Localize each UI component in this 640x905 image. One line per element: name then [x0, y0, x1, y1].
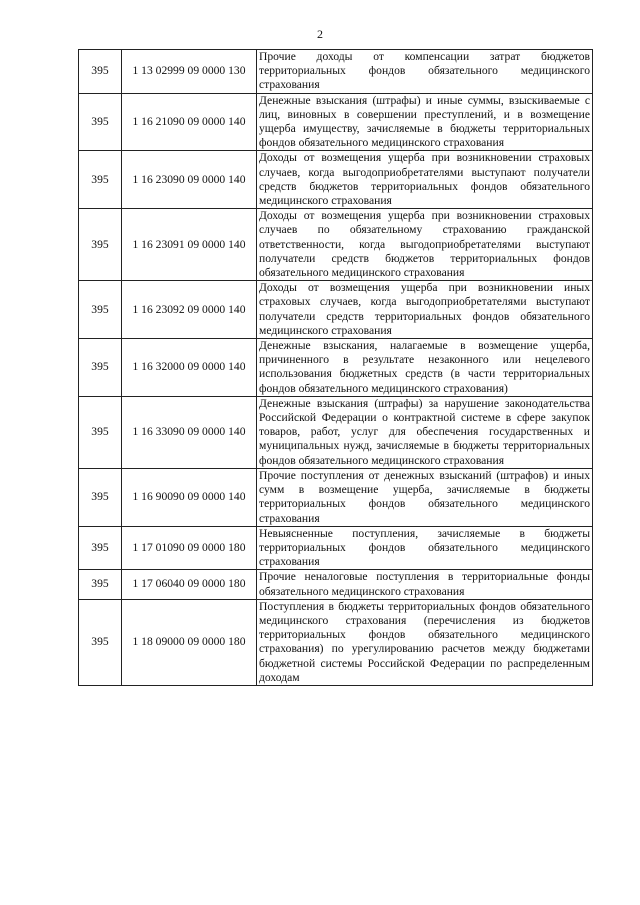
- income-name-cell: Денежные взыскания (штрафы) и иные суммы, взыскиваемые с лиц, виновных в совершении преступлений, и в возмещение ущерба имуществу, зачисляемые в бюджеты территориальных фондов обязательного медицинского страхования: [257, 93, 593, 151]
- table-row: [79, 570, 593, 599]
- budget-code-cell: 1 17 06040 09 0000 180: [122, 570, 257, 599]
- income-name-cell: Прочие доходы от компенсации затрат бюджетов территориальных фондов обязательного медицинского страхования: [257, 50, 593, 94]
- income-codes-table: [78, 49, 593, 686]
- table-row: [79, 151, 593, 209]
- table-row: [79, 281, 593, 339]
- admin-code-cell: 395: [79, 599, 122, 685]
- table-row: [79, 468, 593, 526]
- admin-code-cell: 395: [79, 50, 122, 94]
- admin-code-cell: 395: [79, 468, 122, 526]
- budget-code-cell: 1 16 32000 09 0000 140: [122, 339, 257, 397]
- income-name-cell: Доходы от возмещения ущерба при возникновении страховых случаев, когда выгодоприобретателями выступают получатели средств бюджетов территориальных фондов обязательного медицинского страхования: [257, 151, 593, 209]
- budget-code-cell: 1 16 23090 09 0000 140: [122, 151, 257, 209]
- admin-code-cell: 395: [79, 339, 122, 397]
- income-name-cell: Доходы от возмещения ущерба при возникновении страховых случаев по обязательному страхованию гражданской ответственности, когда выгодоприобретателями выступают получатели средств бюджетов территориальных фондов обязательного медицинского страхования: [257, 209, 593, 281]
- budget-code-cell: 1 18 09000 09 0000 180: [122, 599, 257, 685]
- income-name-cell: Денежные взыскания, налагаемые в возмещение ущерба, причиненного в результате незаконного или нецелевого использования бюджетных средств (в части территориальных фондов обязательного медицинского страхования): [257, 339, 593, 397]
- budget-code-cell: 1 13 02999 09 0000 130: [122, 50, 257, 94]
- income-name-cell: Прочие поступления от денежных взысканий (штрафов) и иных сумм в возмещение ущерба, зачисляемые в бюджеты территориальных фондов обязательного медицинского страхования: [257, 468, 593, 526]
- admin-code-cell: 395: [79, 151, 122, 209]
- income-name-cell: Поступления в бюджеты территориальных фондов обязательного медицинского страхования (перечисления из бюджетов территориальных фондов обязательного медицинского страхования) по урегулированию расчетов между бюджетами бюджетной системы Российской Федерации по распределенным доходам: [257, 599, 593, 685]
- table-row: [79, 209, 593, 281]
- budget-code-cell: 1 16 90090 09 0000 140: [122, 468, 257, 526]
- table-row: [79, 339, 593, 397]
- income-name-cell: Денежные взыскания (штрафы) за нарушение законодательства Российской Федерации о контрактной системе в сфере закупок товаров, работ, услуг для обеспечения государственных и муниципальных нужд, зачисляемые в бюджеты территориальных фондов обязательного медицинского страхования: [257, 396, 593, 468]
- income-name-cell: Доходы от возмещения ущерба при возникновении иных страховых случаев, когда выгодоприобретателями выступают получатели средств территориальных фондов обязательного медицинского страхования: [257, 281, 593, 339]
- table-row: [79, 93, 593, 151]
- table-body: [79, 50, 593, 686]
- admin-code-cell: 395: [79, 209, 122, 281]
- admin-code-cell: 395: [79, 93, 122, 151]
- admin-code-cell: 395: [79, 570, 122, 599]
- table-row: [79, 526, 593, 570]
- budget-code-cell: 1 16 23092 09 0000 140: [122, 281, 257, 339]
- income-name-cell: Прочие неналоговые поступления в территориальные фонды обязательного медицинского страхования: [257, 570, 593, 599]
- admin-code-cell: 395: [79, 526, 122, 570]
- budget-code-cell: 1 16 21090 09 0000 140: [122, 93, 257, 151]
- table-row: [79, 599, 593, 685]
- admin-code-cell: 395: [79, 281, 122, 339]
- table-row: [79, 396, 593, 468]
- table-row: [79, 50, 593, 94]
- budget-code-cell: 1 16 33090 09 0000 140: [122, 396, 257, 468]
- page-number: 2: [317, 27, 323, 41]
- budget-code-cell: 1 16 23091 09 0000 140: [122, 209, 257, 281]
- admin-code-cell: 395: [79, 396, 122, 468]
- budget-code-cell: 1 17 01090 09 0000 180: [122, 526, 257, 570]
- income-name-cell: Невыясненные поступления, зачисляемые в бюджеты территориальных фондов обязательного медицинского страхования: [257, 526, 593, 570]
